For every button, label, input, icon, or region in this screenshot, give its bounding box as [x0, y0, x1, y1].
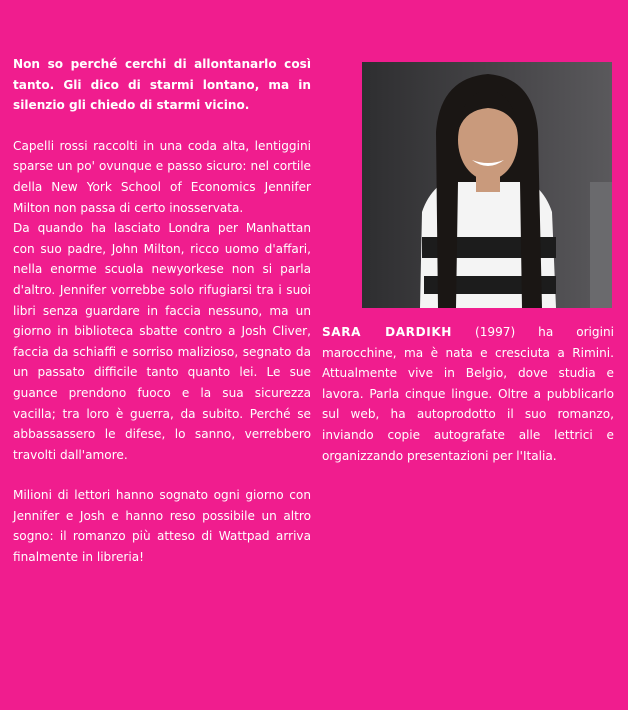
author-bio	[322, 322, 614, 466]
synopsis-paragraph-3: Milioni di lettori hanno sognato ogni giorno con Jennifer e Josh e hanno reso possibile un altro sogno: il romanzo più atteso di Wattpad arriva finalmente in libreria!	[13, 488, 311, 565]
author-name: SARA DARDIKH	[322, 325, 453, 339]
author-bio-text: (1997) ha origini marocchine, ma è nata e cresciuta a Rimini. Attualmente vive in Belgio, dove studia e lavora. Parla cinque lingue. Oltre a pubblicarlo sul web, ha autoprodotto il suo romanzo, inviando copie autografate alle lettrici e organizzando presentazioni per l'Italia.	[322, 325, 614, 463]
synopsis-paragraph-2: Da quando ha lasciato Londra per Manhattan con suo padre, John Milton, ricco uomo d'affari, nella enorme scuola newyorkese non si parla d'altro. Jennifer vorrebbe solo rifugiarsi tra i suoi libri senza guardare in faccia nessuno, ma un giorno in biblioteca sbatte contro a Josh Cliver, faccia da schiaffi e sorriso malizioso, segnato da un passato difficile tanto quanto lei. Le sue guance prendono fuoco e la sua sicurezza vacilla; tra loro è guerra, da subito. Perché se abbassassero le difese, lo sanno, verrebbero travolti dall'amore.	[13, 221, 311, 462]
lead-quote: Non so perché cerchi di allontanarlo così tanto. Gli dico di starmi lontano, ma in silenzio gli chiedo di starmi vicino.	[13, 57, 311, 113]
author-photo	[362, 62, 612, 308]
back-cover-synopsis	[13, 54, 311, 568]
author-portrait-image	[362, 62, 612, 308]
synopsis-paragraph-1: Capelli rossi raccolti in una coda alta, lentiggini sparse un po' ovunque e passo sicuro: nel cortile della New York School of Economics Jennifer Milton non passa di certo inosservata.	[13, 138, 311, 215]
